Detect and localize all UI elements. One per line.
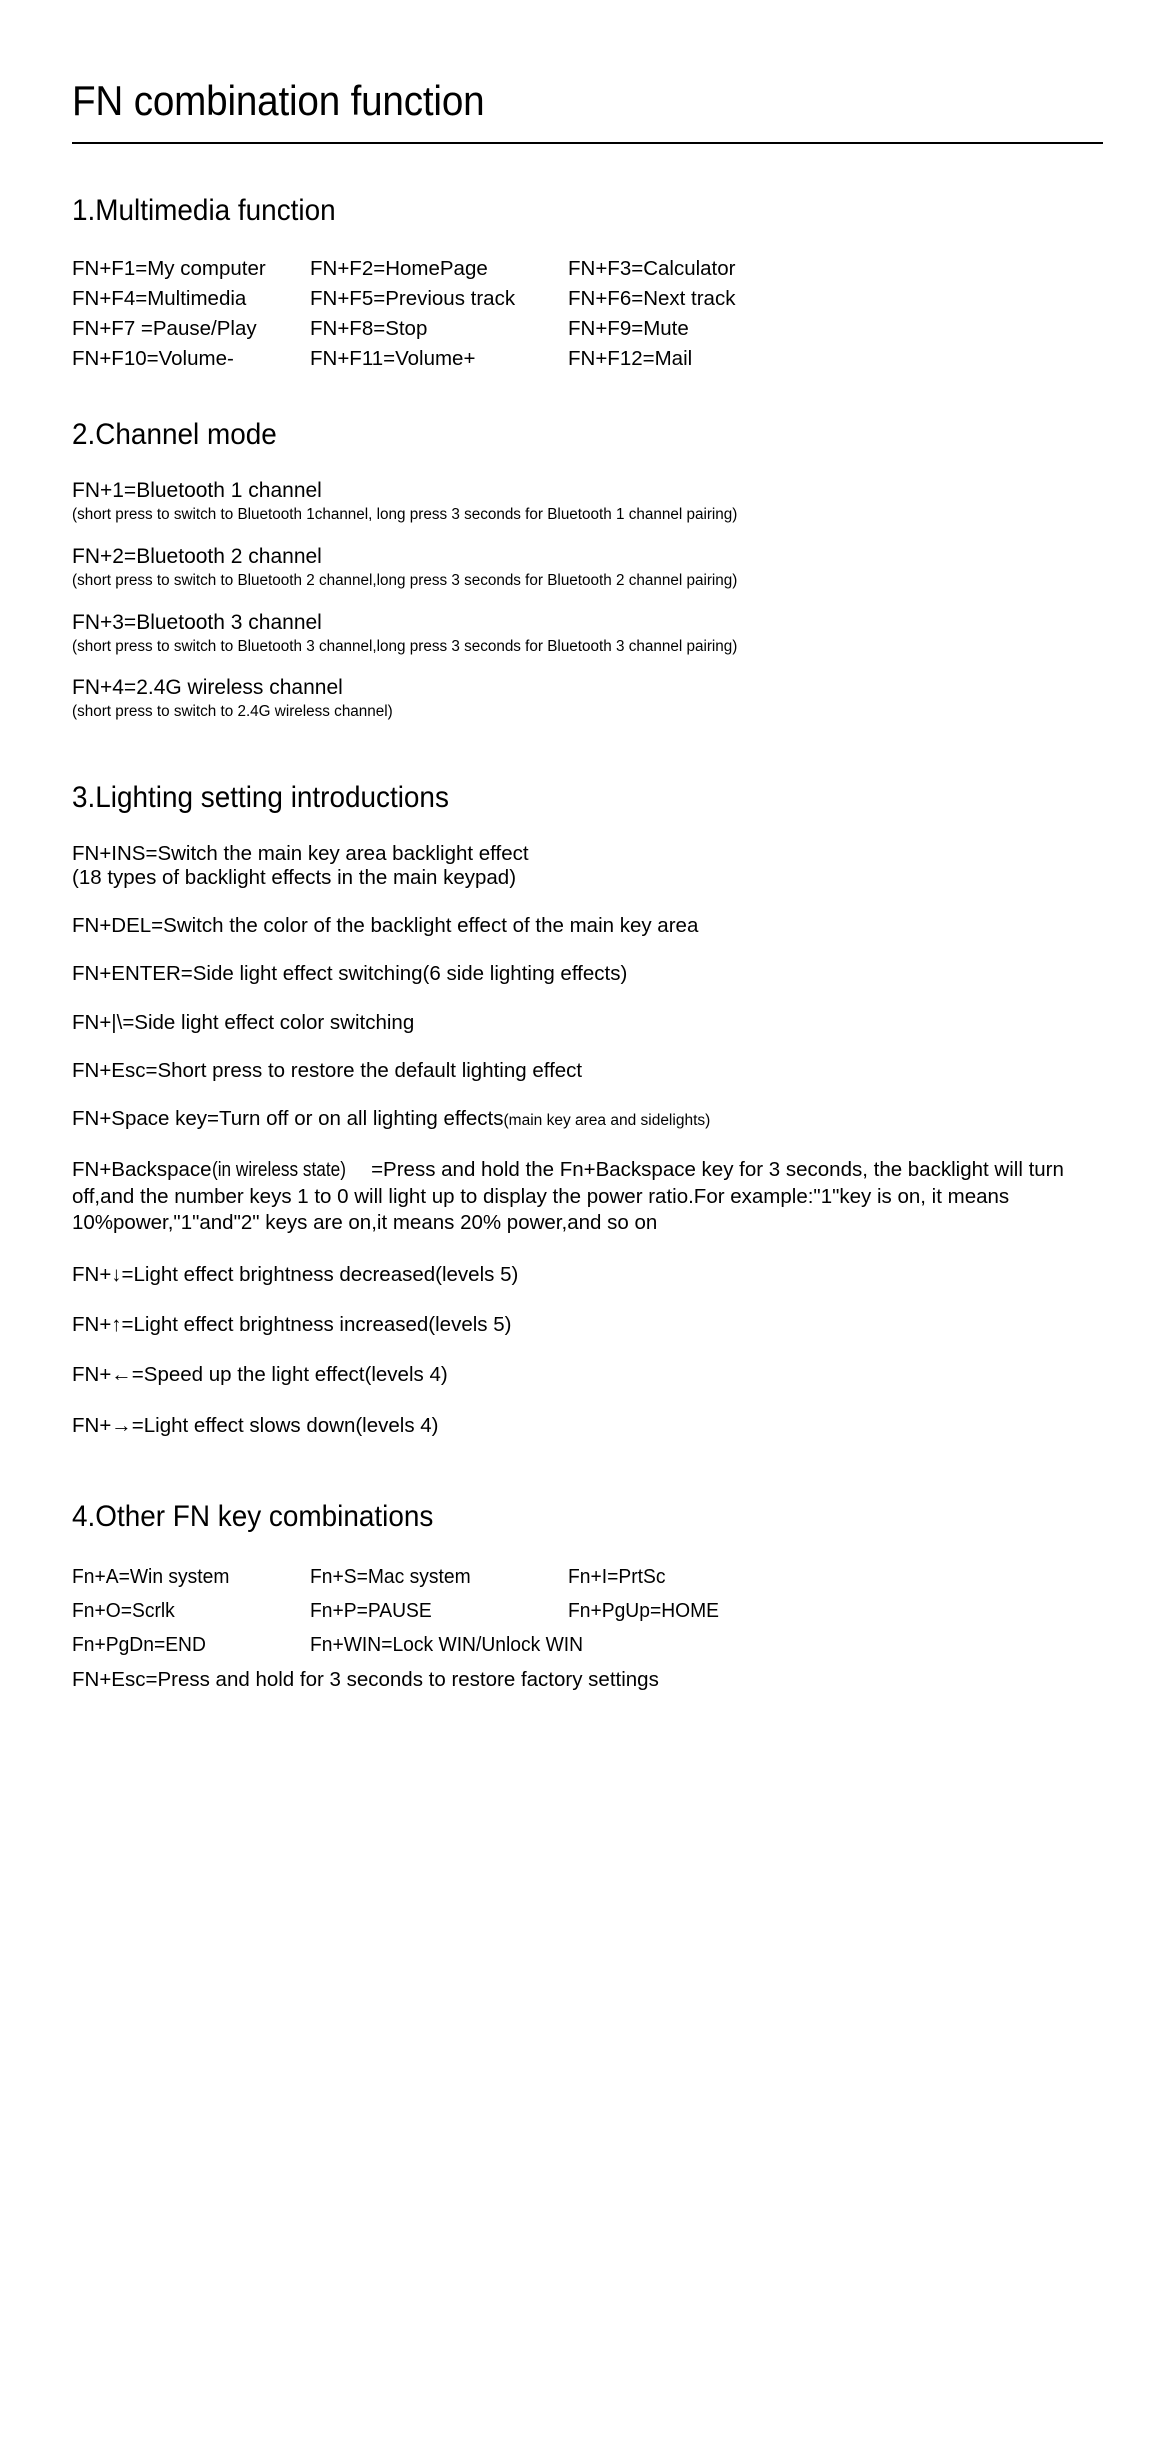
other-combination-item: Fn+S=Mac system (310, 1565, 471, 1589)
channel-item-title: FN+4=2.4G wireless channel (72, 676, 343, 700)
other-combination-factory-reset: FN+Esc=Press and hold for 3 seconds to restore factory settings (72, 1668, 659, 1692)
lighting-paragraph-backspace (72, 1157, 1072, 1237)
channel-item-note: (short press to switch to Bluetooth 3 channel,long press 3 seconds for Bluetooth 3 channel pairing) (72, 637, 738, 655)
multimedia-item: FN+F9=Mute (568, 316, 689, 340)
channel-item-note: (short press to switch to 2.4G wireless channel) (72, 703, 393, 721)
lighting-line-space-main: FN+Space key=Turn off or on all lighting effects (72, 1106, 504, 1130)
channel-item (72, 544, 1103, 592)
channel-item-note: (short press to switch to Bluetooth 2 channel,long press 3 seconds for Bluetooth 2 channel pairing) (72, 571, 738, 589)
page-title: FN combination function (72, 77, 485, 124)
multimedia-item: FN+F3=Calculator (568, 256, 736, 280)
lighting-line-enter: FN+ENTER=Side light effect switching(6 side lighting effects) (72, 962, 628, 986)
other-combination-item: Fn+PgDn=END (72, 1633, 206, 1657)
channel-item-title: FN+3=Bluetooth 3 channel (72, 610, 322, 634)
lighting-line-space-note: (main key area and sidelights) (503, 1111, 711, 1129)
other-combination-item: Fn+P=PAUSE (310, 1599, 432, 1623)
lighting-line-arrow-up: FN+↑=Light effect brightness increased(levels 5) (72, 1313, 512, 1337)
channel-item (72, 610, 1103, 658)
multimedia-grid (72, 254, 1103, 374)
lighting-line-esc: FN+Esc=Short press to restore the default lighting effect (72, 1058, 583, 1082)
channel-item-note: (short press to switch to Bluetooth 1channel, long press 3 seconds for Bluetooth 1 channel pairing) (72, 505, 738, 523)
multimedia-item: FN+F6=Next track (568, 286, 736, 310)
channel-item-title: FN+1=Bluetooth 1 channel (72, 479, 322, 503)
backspace-prefix: FN+Backspace (72, 1158, 212, 1182)
multimedia-item: FN+F10=Volume- (72, 346, 234, 370)
channel-item (72, 675, 1103, 723)
multimedia-item: FN+F2=HomePage (310, 256, 488, 280)
multimedia-item: FN+F4=Multimedia (72, 286, 247, 310)
other-combination-item (568, 1628, 1071, 1662)
multimedia-item: FN+F12=Mail (568, 346, 693, 370)
channel-item (72, 478, 1103, 526)
channel-item-title: FN+2=Bluetooth 2 channel (72, 544, 322, 568)
lighting-line-arrow-left: FN+←=Speed up the light effect(levels 4) (72, 1363, 448, 1387)
lighting-line-space (72, 1107, 1103, 1131)
lighting-line-del: FN+DEL=Switch the color of the backlight effect of the main key area (72, 914, 699, 938)
section-heading-other: 4.Other FN key combinations (72, 1499, 434, 1533)
other-combination-item: Fn+A=Win system (72, 1565, 230, 1589)
section-heading-lighting: 3.Lighting setting introductions (72, 781, 449, 815)
lighting-line-arrow-down: FN+↓=Light effect brightness decreased(levels 5) (72, 1263, 519, 1286)
other-combination-item: Fn+O=Scrlk (72, 1599, 175, 1623)
backspace-condensed-note: (in wireless state) (211, 1158, 346, 1182)
multimedia-item: FN+F8=Stop (310, 316, 428, 340)
multimedia-item: FN+F11=Volume+ (310, 346, 476, 370)
lighting-line-ins: FN+INS=Switch the main key area backlight effect (72, 841, 529, 865)
section-heading-channel-mode: 2.Channel mode (72, 417, 277, 451)
title-divider (72, 142, 1103, 144)
other-combinations-grid (72, 1560, 1103, 1662)
lighting-line-pipe: FN+|\=Side light effect color switching (72, 1010, 415, 1034)
lighting-note-ins: (18 types of backlight effects in the main keypad) (72, 865, 517, 889)
other-combination-item: Fn+I=PrtSc (568, 1565, 666, 1589)
other-combination-item: Fn+WIN=Lock WIN/Unlock WIN (310, 1633, 584, 1657)
multimedia-item: FN+F7 =Pause/Play (72, 316, 257, 340)
backspace-rest: =Press and hold the Fn+Backspace key for 3 seconds, the backlight will turn off,and the number keys 1 to 0 will light up to display the power ratio.For example:"1"key is on, it means 10%power,"1"and"2" keys are on,it means 20% power,and so on (72, 1158, 1064, 1235)
multimedia-item: FN+F1=My computer (72, 256, 266, 280)
lighting-line-arrow-right: FN+→=Light effect slows down(levels 4) (72, 1413, 439, 1437)
multimedia-item: FN+F5=Previous track (310, 286, 516, 310)
section-heading-multimedia: 1.Multimedia function (72, 194, 336, 228)
other-combination-item: Fn+PgUp=HOME (568, 1599, 720, 1623)
